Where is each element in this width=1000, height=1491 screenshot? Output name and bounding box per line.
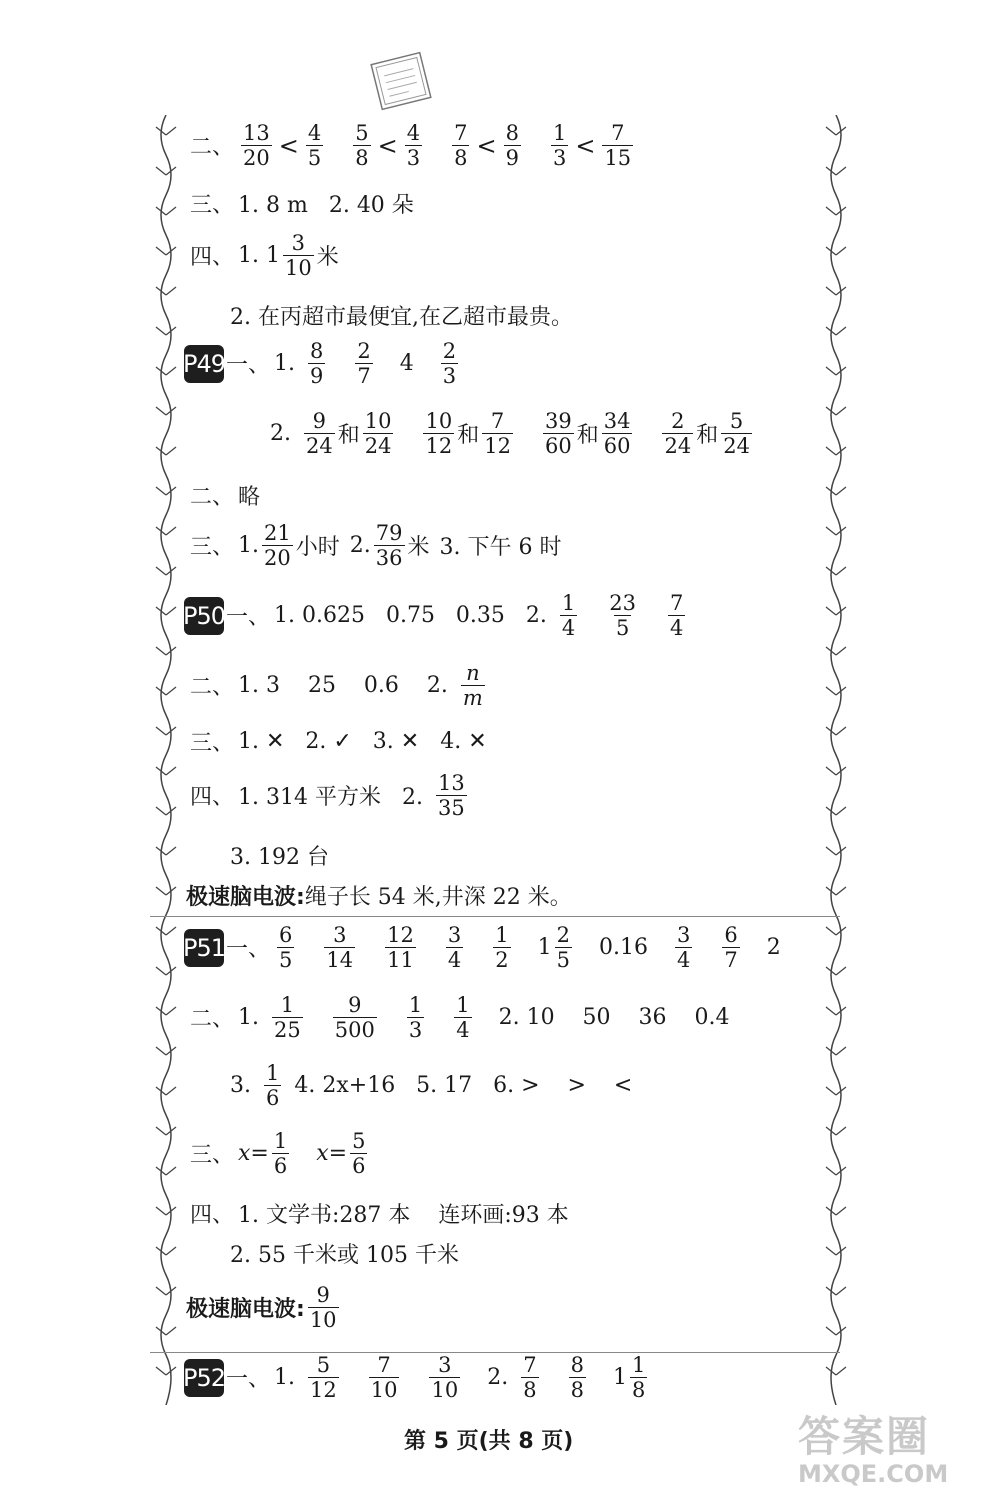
answer-row — [190, 188, 414, 219]
unit-text: 米 — [316, 245, 339, 271]
answer-text: 1. — [238, 533, 260, 559]
right-vine-border — [818, 115, 854, 1405]
fraction: $\frac{7}{8}$ — [523, 1353, 537, 1403]
item-label: 一、 — [226, 937, 271, 963]
answer-row — [184, 1354, 650, 1401]
answer-row — [230, 840, 329, 871]
fraction: $\frac{3}{10}$ — [431, 1353, 459, 1403]
answer-row — [190, 480, 260, 511]
answer-row — [184, 924, 781, 971]
fraction: $\frac{1}{6}$ — [273, 1129, 288, 1179]
item-label: 三、 — [190, 193, 235, 218]
fraction: $\frac{2}{3}$ — [442, 339, 457, 389]
answer-row — [190, 662, 488, 709]
fraction: $\frac{3}{4}$ — [676, 923, 691, 973]
fraction: $\frac{7}{15}$ — [604, 121, 632, 171]
item-label: 四、 — [190, 1203, 235, 1228]
item-label: 一、 — [226, 1367, 271, 1393]
answer-text: 绳子长 54 米,井深 22 米。 — [304, 885, 572, 910]
answer-text: 2. — [270, 421, 291, 447]
left-vine-border — [148, 115, 184, 1405]
fraction: $\frac{4}{3}$ — [406, 121, 421, 171]
answer-text: 1. 0.625 0.75 0.35 2. — [274, 603, 547, 629]
fraction: $\frac{7}{10}$ — [370, 1353, 398, 1403]
fraction: $\frac{6}{7}$ — [724, 923, 738, 973]
fraction: $\frac{1}{4}$ — [456, 993, 470, 1043]
answer-text: 2. 10 50 36 0.4 — [498, 1005, 730, 1031]
equation-lhs: x= — [316, 1141, 348, 1167]
fraction: $\frac{3}{10}$ — [285, 231, 312, 281]
fraction: $\frac{34}{60}$ — [603, 409, 631, 459]
answer-text: 1. 8 m 2. 40 朵 — [238, 193, 414, 218]
fraction: $\frac{21}{20}$ — [264, 521, 291, 571]
fraction: $\frac{2}{7}$ — [357, 339, 371, 389]
fraction: $\frac{23}{5}$ — [609, 591, 636, 641]
answer-text: 3. 192 台 — [230, 845, 329, 870]
fraction: $\frac{3}{4}$ — [447, 923, 462, 973]
comparison-sign: < — [278, 131, 299, 160]
brain-teaser-label: 极速脑电波: — [186, 885, 305, 910]
fraction: $\frac{4}{5}$ — [307, 121, 322, 171]
answer-text: 0.16 — [598, 935, 648, 961]
item-label: 三、 — [190, 731, 235, 756]
conjunction-text: 和 — [457, 423, 480, 449]
answer-row — [230, 300, 573, 331]
answer-text: 2 — [766, 935, 781, 961]
answer-text: 2. 55 千米或 105 千米 — [230, 1243, 459, 1268]
fraction: $\frac{6}{5}$ — [279, 923, 293, 973]
fraction: $\frac{2}{5}$ — [556, 923, 570, 973]
fraction: $\frac{8}{9}$ — [505, 121, 519, 171]
fraction: $\frac{7}{4}$ — [670, 591, 684, 641]
answer-text: 4 — [399, 351, 414, 377]
fraction: $\frac{5}{6}$ — [352, 1129, 366, 1179]
conjunction-text: 和 — [576, 423, 599, 449]
watermark-title: 答案圈 — [798, 1412, 931, 1461]
item-label: 二、 — [190, 485, 235, 510]
answer-row — [190, 1130, 370, 1177]
fraction: $\frac{8}{9}$ — [310, 339, 324, 389]
item-label: 一、 — [226, 605, 271, 631]
answer-row — [190, 232, 339, 279]
fraction: $\frac{7}{8}$ — [454, 121, 468, 171]
answer-row — [190, 1198, 569, 1229]
page-footer: 第 5 页(共 8 页) — [404, 1429, 574, 1454]
page-badge-p52: P52 — [184, 1359, 224, 1397]
answer-text: 1. 3 25 0.6 2. — [238, 673, 448, 699]
answer-row — [190, 994, 729, 1041]
item-label: 一、 — [226, 353, 271, 379]
stamp-logo — [368, 48, 434, 114]
fraction: $\frac{5}{12}$ — [310, 1353, 337, 1403]
item-label: 四、 — [190, 245, 235, 271]
answer-row — [184, 340, 461, 387]
answer-row — [186, 1284, 342, 1331]
item-label: 三、 — [190, 535, 235, 561]
fraction: $\frac{1}{25}$ — [274, 993, 301, 1043]
answer-row — [190, 726, 487, 757]
comparison-sign: < — [377, 131, 398, 160]
answer-text: 2. 在丙超市最便宜,在乙超市最贵。 — [230, 305, 573, 330]
page-badge-p51: P51 — [184, 929, 224, 967]
fraction: $\frac{79}{36}$ — [375, 521, 403, 571]
conjunction-text: 和 — [337, 423, 360, 449]
answer-text: 2. — [349, 533, 371, 559]
fraction: $\frac{5}{8}$ — [355, 121, 369, 171]
fraction: $\frac{1}{3}$ — [552, 121, 567, 171]
fraction: $\frac{n}{m}$ — [462, 661, 483, 711]
answer-row — [190, 122, 636, 169]
answer-text: 1. — [238, 1005, 260, 1031]
brain-teaser-label: 极速脑电波: — [186, 1297, 305, 1323]
conjunction-text: 和 — [696, 423, 719, 449]
unit-text: 小时 — [295, 535, 340, 561]
answer-text: 1. — [274, 351, 296, 377]
unit-text: 米 — [407, 535, 430, 561]
item-label: 四、 — [190, 785, 235, 811]
answer-text: 1. — [274, 1365, 296, 1391]
fraction: $\frac{1}{6}$ — [266, 1061, 280, 1111]
answer-text: 1. 文学书:287 本 连环画:93 本 — [238, 1203, 569, 1228]
fraction: $\frac{2}{24}$ — [664, 409, 692, 459]
answer-text: 1. 1 — [238, 243, 280, 269]
page-badge-p49: P49 — [184, 345, 224, 383]
answer-text: 3. 下午 6 时 — [439, 535, 562, 561]
fraction: $\frac{1}{3}$ — [408, 993, 423, 1043]
answer-row — [190, 772, 470, 819]
item-label: 二、 — [190, 1007, 235, 1033]
answer-text: 1. 314 平方米 2. — [238, 785, 423, 811]
fraction: $\frac{13}{20}$ — [243, 121, 270, 171]
fraction: $\frac{10}{12}$ — [425, 409, 453, 459]
watermark-url: MXQE.COM — [798, 1460, 949, 1488]
fraction: $\frac{1}{4}$ — [561, 591, 576, 641]
mixed-number-whole: 1 — [612, 1365, 627, 1391]
answer-row — [270, 410, 755, 457]
mixed-number-whole: 1 — [537, 935, 552, 961]
fraction: $\frac{12}{11}$ — [387, 923, 414, 973]
fraction: $\frac{39}{60}$ — [544, 409, 572, 459]
fraction: $\frac{7}{12}$ — [484, 409, 511, 459]
answer-text: 3. — [230, 1073, 251, 1099]
answer-text: 2. — [487, 1365, 509, 1391]
fraction: $\frac{1}{2}$ — [495, 923, 509, 973]
item-label: 二、 — [190, 675, 235, 701]
section-divider — [150, 916, 840, 917]
answer-row — [230, 1238, 459, 1269]
answer-row — [184, 592, 688, 639]
answer-text: 1. ✕ 2. ✓ 3. ✕ 4. ✕ — [238, 729, 487, 754]
watermark-logo — [798, 1404, 948, 1488]
item-label: 三、 — [190, 1143, 235, 1169]
comparison-sign: < — [476, 131, 497, 160]
page-badge-p50: P50 — [184, 597, 224, 635]
section-divider — [150, 1352, 840, 1353]
answer-text: 略 — [238, 485, 261, 510]
fraction: $\frac{9}{10}$ — [309, 1283, 337, 1333]
fraction: $\frac{9}{24}$ — [306, 409, 333, 459]
comparison-sign: < — [575, 131, 596, 160]
fraction: $\frac{1}{8}$ — [631, 1353, 646, 1403]
fraction: $\frac{5}{24}$ — [723, 409, 750, 459]
fraction: $\frac{9}{500}$ — [334, 993, 375, 1043]
item-label: 二、 — [190, 135, 235, 161]
fraction: $\frac{10}{24}$ — [364, 409, 392, 459]
answer-row — [230, 1062, 632, 1109]
equation-lhs: x= — [238, 1141, 269, 1167]
answer-row — [186, 880, 572, 911]
answer-text: 4. 2x+16 5. 17 6. > > < — [294, 1073, 633, 1099]
fraction: $\frac{13}{35}$ — [437, 771, 465, 821]
fraction: $\frac{8}{8}$ — [570, 1353, 584, 1403]
answer-row — [190, 522, 561, 569]
fraction: $\frac{3}{14}$ — [326, 923, 354, 973]
